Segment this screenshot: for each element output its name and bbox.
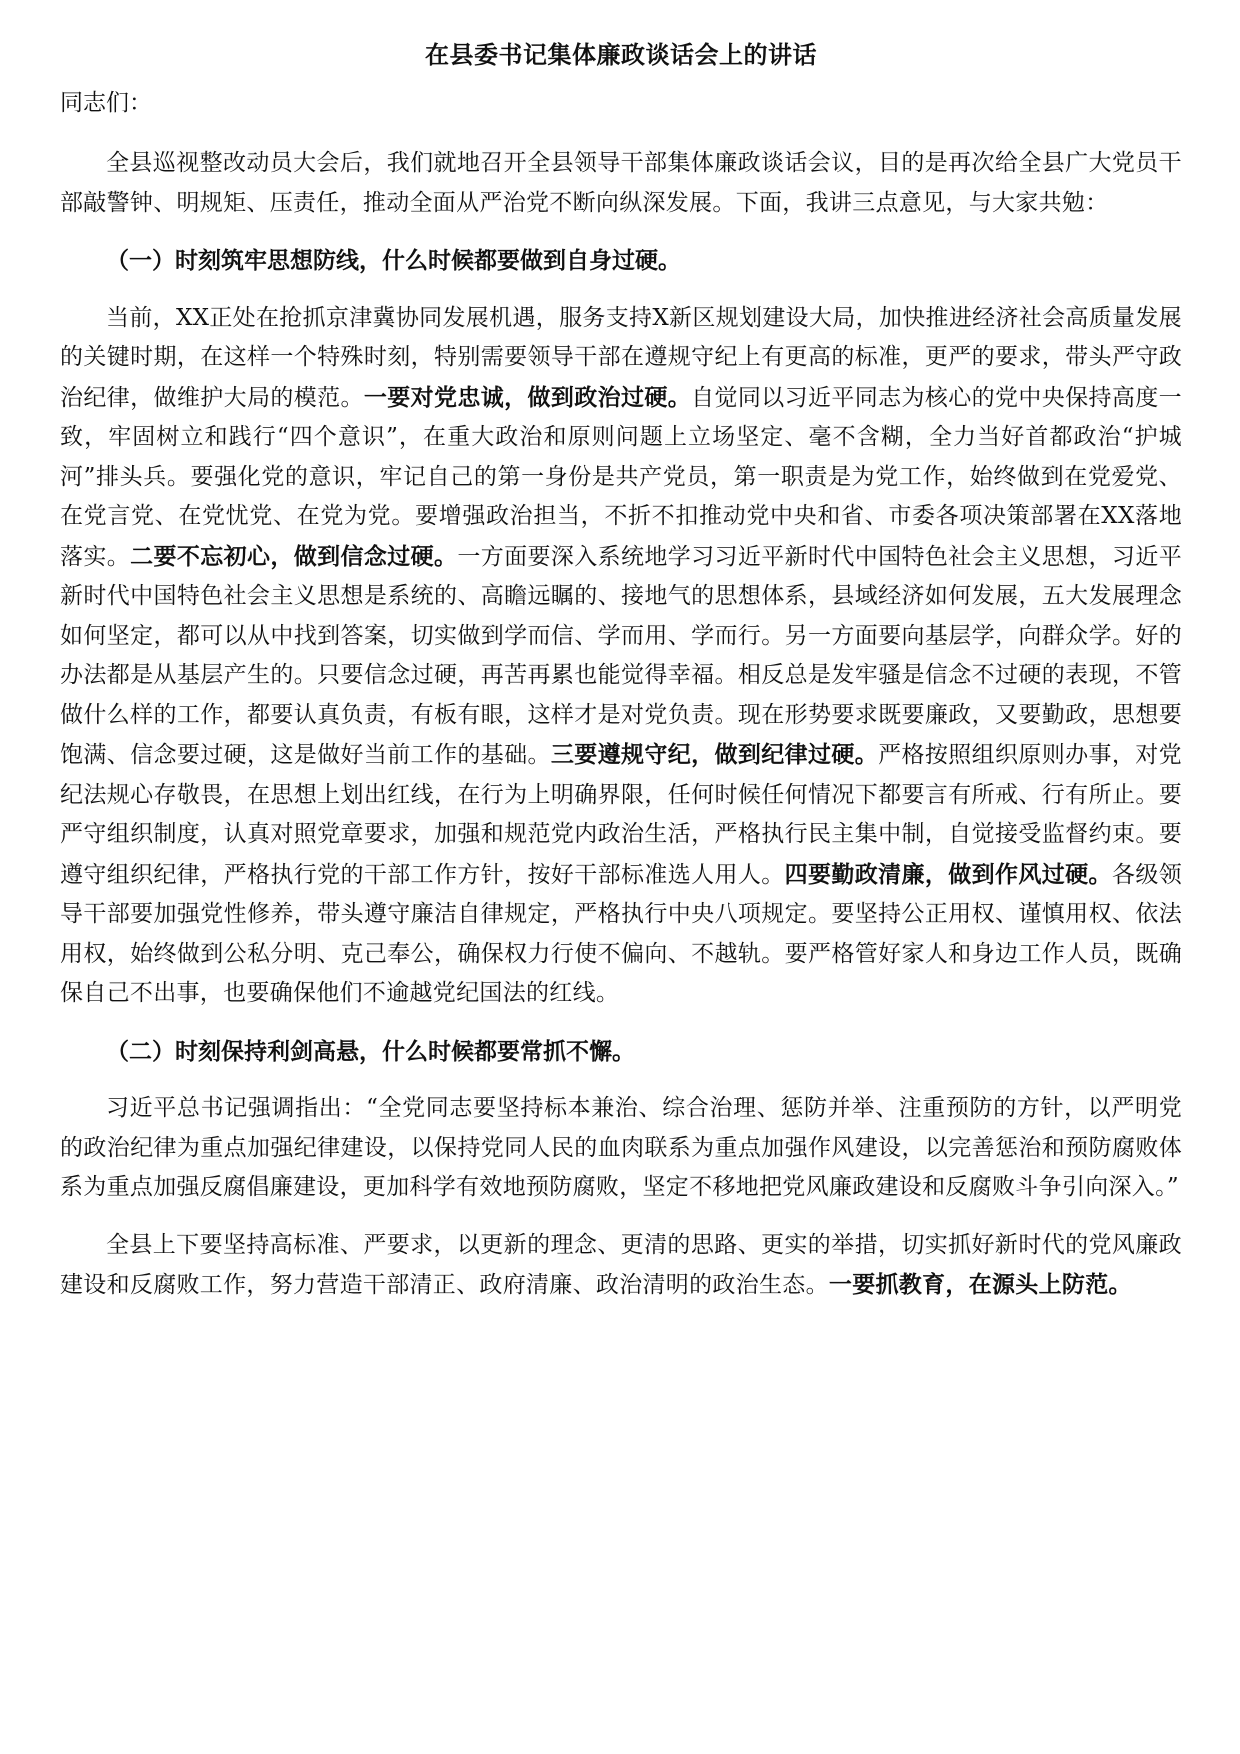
- document-title: 在县委书记集体廉政谈话会上的讲话: [425, 40, 817, 69]
- section-2-heading: （二）时刻保持利剑高悬，什么时候都要常抓不懈。: [106, 1037, 635, 1065]
- point-3-bold: 三要遵规守纪，做到纪律过硬。: [550, 741, 879, 768]
- section-1-text-c: 一方面要深入系统地学习习近平新时代中国特色社会主义思想，习近平新时代中国特色社会主义思想是系统的、高瞻远瞩的、接地气的思想体系，县域经济如何发展，五大发展理念如何坚定，都可以从中找到答案，切实做到学而信、学而用、学而行。另一方面要向基层学，向群众学。好的办法都是从基层产生的。只要信念过硬，再苦再累也能觉得幸福。相反总是发牢骚是信念不过硬的表现，不管做什么样的工作，都要认真负责，有板有眼，这样才是对党负责。现在形势要求既要廉政，又要勤政，思想要饱满、信念要过硬，这是做好当前工作的基础。: [60, 543, 1182, 768]
- point-1-bold: 一要对党忠诚，做到政治过硬。: [363, 383, 692, 411]
- salutation: 同志们：: [60, 90, 152, 116]
- document-page: [60, 38, 1182, 1324]
- section-2-point-1-bold: 一要抓教育，在源头上防范。: [828, 1271, 1132, 1298]
- section-2-text-a: 全县上下要坚持高标准、严要求，以更新的理念、更清的思路、更实的举措，切实抓好新时代的党风廉政建设和反腐败工作，努力营造干部清正、政府清廉、政治清明的政治生态。: [60, 1231, 1182, 1298]
- section-2-paragraph: [60, 1226, 1182, 1306]
- section-1-paragraph: [60, 299, 1182, 1014]
- point-2-bold: 二要不忘初心，做到信念过硬。: [130, 542, 458, 570]
- intro-paragraph: [60, 144, 1182, 223]
- section-1-text-a: 当前，XX正处在抢抓京津冀协同发展机遇，服务支持X新区规划建设大局，加快推进经济社会高质量发展的关键时期，在这样一个特殊时刻，特别需要领导干部在遵规守纪上有更高的标准，更严的要求，带头严守政治纪律，做维护大局的模范。: [60, 304, 1182, 411]
- section-2-quote: 习近平总书记强调指出：“全党同志要坚持标本兼治、综合治理、惩防并举、注重预防的方针，以严明党的政治纪律为重点加强纪律建设，以保持党同人民的血肉联系为重点加强作风建设，以完善惩治和预防腐败体系为重点加强反腐倡廉建设，更加科学有效地预防腐败，坚定不移地把党风廉政建设和反腐败斗争引向深入。”: [60, 1095, 1182, 1200]
- intro-text: 全县巡视整改动员大会后，我们就地召开全县领导干部集体廉政谈话会议，目的是再次给全县广大党员干部敲警钟、明规矩、压责任，推动全面从严治党不断向纵深发展。下面，我讲三点意见，与大家共勉：: [60, 150, 1182, 216]
- section-1-heading: （一）时刻筑牢思想防线，什么时候都要做到自身过硬。: [106, 247, 681, 274]
- section-1-text-e: 各级领导干部要加强党性修养，带头遵守廉洁自律规定，严格执行中央八项规定。要坚持公正用权、谨慎用权、依法用权，始终做到公私分明、克己奉公，确保权力行使不偏向、不越轨。要严格管好家人和身边工作人员，既确保自己不出事，也要确保他们不逾越党纪国法的红线。: [60, 861, 1182, 1006]
- point-4-bold: 四要勤政清廉，做到作风过硬。: [784, 860, 1112, 888]
- section-1-text-d: 严格按照组织原则办事，对党纪法规心存敬畏，在思想上划出红线，在行为上明确界限，任何时候任何情况下都要言有所戒、行有所止。要严守组织制度，认真对照党章要求，加强和规范党内政治生活，严格执行民主集中制，自觉接受监督约束。要遵守组织纪律，严格执行党的干部工作方针，按好干部标准选人用人。: [60, 742, 1182, 888]
- section-1-text-b: 自觉同以习近平同志为核心的党中央保持高度一致，牢固树立和践行“四个意识”，在重大政治和原则问题上立场坚定、毫不含糊，全力当好首都政治“护城河”排头兵。要强化党的意识，牢记自己的第一身份是共产党员，第一职责是为党工作，始终做到在党爱党、在党言党、在党忧党、在党为党。要增强政治担当，不折不扣推动党中央和省、市委各项决策部署在XX落地落实。: [60, 384, 1182, 570]
- section-2-quote-paragraph: [60, 1089, 1182, 1208]
